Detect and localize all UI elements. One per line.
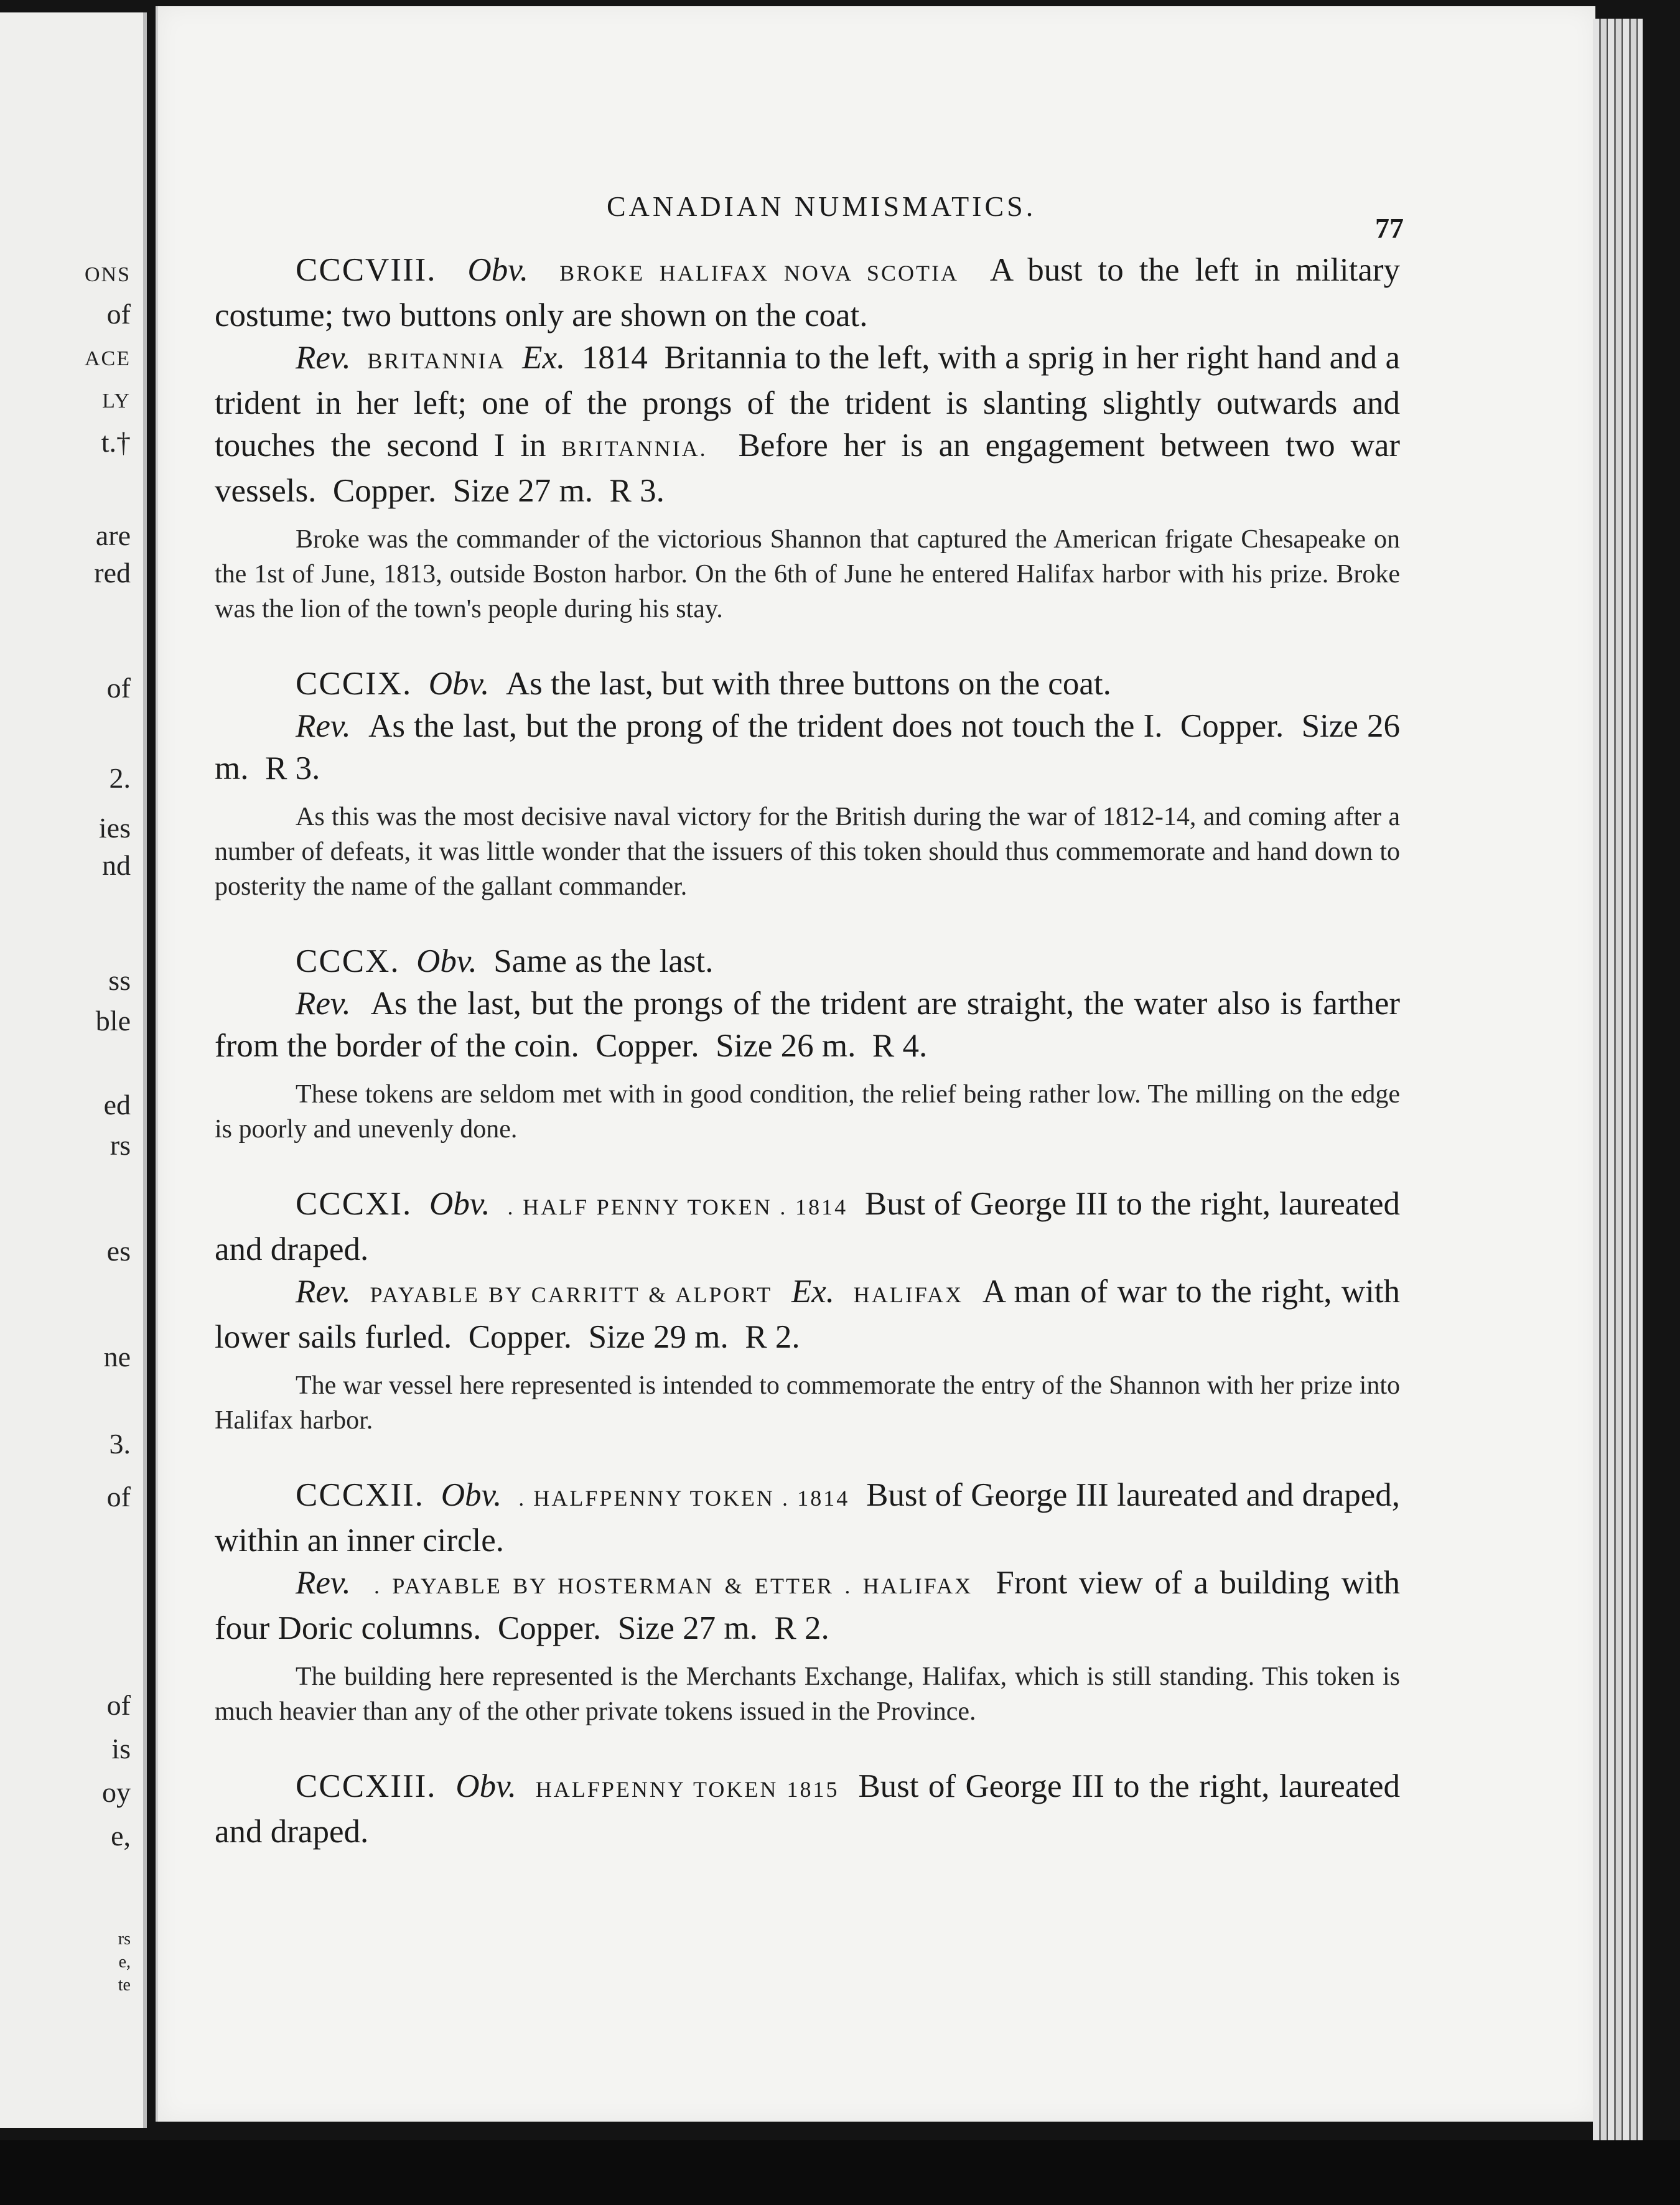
reverse-legend: . PAYABLE BY HOSTERMAN & ETTER . HALIFAX xyxy=(374,1573,973,1598)
entry-id: CCCIX. xyxy=(296,666,413,702)
size: Size 27 m. xyxy=(452,473,593,509)
reverse-label: Rev. xyxy=(296,1565,351,1601)
entry-cccxi xyxy=(215,1183,1400,1438)
obverse-label: Obv. xyxy=(428,666,490,702)
reverse-label: Rev. xyxy=(296,1274,351,1310)
metal: Copper. xyxy=(1180,708,1284,744)
metal: Copper. xyxy=(497,1610,602,1646)
entry-id: CCCXIII. xyxy=(296,1768,437,1804)
obverse-description: Bust of George III to the right, laureated and draped. xyxy=(215,1768,1401,1850)
entry-cccxiii xyxy=(215,1765,1400,1853)
entry-cccviii xyxy=(215,249,1400,627)
note-text: Broke was the commander of the victorious Shannon that captured the American frigate Chesapeake on the 1st of June, 1813, outside Boston harbor. On the 6th of June he entered Halifax harbor with his prize. Broke was the lion of the town's people during his stay. xyxy=(215,525,1400,623)
entry-note xyxy=(215,522,1400,627)
obverse-label: Obv. xyxy=(441,1477,502,1513)
obverse-description: Bust of George III laureated and draped, within an inner circle. xyxy=(215,1477,1401,1559)
margin-fragment: of xyxy=(106,298,131,330)
entry-id: CCCVIII. xyxy=(296,252,437,288)
margin-fragment: rs xyxy=(110,1129,131,1161)
entry-cccix xyxy=(215,663,1400,904)
margin-fragment: ed xyxy=(103,1089,131,1121)
entry-id: CCCXI. xyxy=(296,1186,413,1222)
reverse-description: As the last, but the prongs of the trident are straight, the water also is farther from the border of the coin. xyxy=(215,986,1401,1064)
margin-fragment: ies xyxy=(98,812,131,844)
exergue-legend: 1814 xyxy=(581,340,648,376)
margin-fragment: LY xyxy=(102,389,131,413)
margin-fragment: of xyxy=(106,1481,131,1513)
rarity: R 2. xyxy=(745,1319,800,1355)
entry-body xyxy=(215,1474,1400,1649)
rarity: R 3. xyxy=(264,750,320,786)
reverse-label: Rev. xyxy=(296,708,351,744)
margin-fragment: 3. xyxy=(109,1428,131,1460)
margin-fragment: ss xyxy=(108,964,131,996)
margin-fragment: es xyxy=(106,1235,131,1267)
note-text: The war vessel here represented is intended to commemorate the entry of the Shannon with her prize into Halifax harbor. xyxy=(215,1371,1400,1435)
reverse-label: Rev. xyxy=(296,340,351,376)
note-text: The building here represented is the Merchants Exchange, Halifax, which is still standing. This token is much heavier than any of the other private tokens issued in the Province. xyxy=(215,1662,1400,1726)
scan-bottom-edge xyxy=(0,2140,1680,2205)
obverse-description: As the last, but with three buttons on the coat. xyxy=(505,666,1111,702)
entry-note xyxy=(215,1659,1400,1729)
size: Size 26 m. xyxy=(716,1028,856,1064)
metal: Copper. xyxy=(595,1028,699,1064)
margin-fragment: ACE xyxy=(85,347,131,370)
rarity: R 2. xyxy=(774,1610,829,1646)
obverse-label: Obv. xyxy=(429,1186,490,1222)
entry-body xyxy=(215,663,1400,790)
margin-fragment: te xyxy=(118,1975,131,1995)
reverse-description: Front view of a building with four Doric columns. xyxy=(215,1565,1401,1646)
margin-fragment: 2. xyxy=(109,762,131,794)
exergue-label: Ex. xyxy=(791,1274,835,1310)
reverse-legend: PAYABLE BY CARRITT & ALPORT xyxy=(370,1282,773,1307)
rarity: R 3. xyxy=(609,473,665,509)
obverse-legend: . HALFPENNY TOKEN . 1814 xyxy=(518,1486,850,1511)
entry-body xyxy=(215,249,1400,512)
entry-body xyxy=(215,940,1400,1067)
entry-note xyxy=(215,1077,1400,1147)
obverse-description: Bust of George III to the right, laureated and draped. xyxy=(215,1186,1401,1267)
entry-id: CCCX. xyxy=(296,943,400,979)
exergue-label: Ex. xyxy=(522,340,566,376)
margin-fragment: red xyxy=(94,557,131,589)
left-facing-page xyxy=(0,12,147,2128)
note-text: These tokens are seldom met with in good condition, the relief being rather low. The milling on the edge is poorly and unevenly done. xyxy=(215,1080,1400,1144)
entry-note xyxy=(215,799,1400,904)
page-edges xyxy=(1593,19,1643,2153)
note-text: As this was the most decisive naval victory for the British during the war of 1812-14, and coming after a number of defeats, it was little wonder that the issuers of this token should thus commemorate and hand down to posterity the name of the gallant commander. xyxy=(215,803,1400,901)
reverse-description-continued: Before her is an engagement between two war vessels. xyxy=(215,427,1401,509)
obverse-legend: BROKE HALIFAX NOVA SCOTIA xyxy=(559,261,959,286)
margin-fragment: nd xyxy=(102,849,131,881)
reverse-description-legend: BRITANNIA. xyxy=(561,436,707,461)
reverse-description: As the last, but the prong of the trident does not touch the I. xyxy=(368,708,1163,744)
obverse-legend: HALFPENNY TOKEN 1815 xyxy=(535,1777,839,1802)
running-header: CANADIAN NUMISMATICS. xyxy=(607,190,1037,222)
reverse-label: Rev. xyxy=(296,986,351,1022)
entry-cccx xyxy=(215,940,1400,1147)
page-content xyxy=(215,249,1400,1853)
margin-fragment: ne xyxy=(103,1341,131,1373)
entry-body xyxy=(215,1765,1400,1853)
obverse-description: Same as the last. xyxy=(493,943,714,979)
rarity: R 4. xyxy=(872,1028,928,1064)
entry-id: CCCXII. xyxy=(296,1477,424,1513)
margin-fragment: t.† xyxy=(101,426,131,458)
obverse-label: Obv. xyxy=(467,252,529,288)
metal: Copper. xyxy=(468,1319,572,1355)
margin-fragment: are xyxy=(95,520,131,551)
obverse-description: A bust to the left in military costume; two buttons only are shown on the coat. xyxy=(215,252,1401,333)
entry-note xyxy=(215,1368,1400,1438)
exergue-legend: HALIFAX xyxy=(853,1282,964,1307)
entry-cccxii xyxy=(215,1474,1400,1729)
reverse-description: Britannia to the left, with a sprig in her right hand and a trident in her left; one of the prongs of the trident is slanting slightly outwards and touches the second I in xyxy=(215,340,1400,464)
margin-fragment: ble xyxy=(95,1005,131,1037)
metal: Copper. xyxy=(332,473,437,509)
page-number: 77 xyxy=(1375,212,1404,244)
reverse-legend: BRITANNIA xyxy=(367,348,506,373)
obverse-label: Obv. xyxy=(455,1768,516,1804)
margin-fragment: e, xyxy=(111,1820,131,1852)
margin-fragment: is xyxy=(111,1733,131,1764)
margin-fragment: ONS xyxy=(84,263,131,286)
entry-body xyxy=(215,1183,1400,1358)
margin-fragment: of xyxy=(106,1689,131,1721)
reverse-description: A man of war to the right, with lower sails furled. xyxy=(215,1274,1401,1355)
size: Size 27 m. xyxy=(617,1610,758,1646)
size: Size 29 m. xyxy=(588,1319,729,1355)
margin-fragment: oy xyxy=(102,1776,131,1808)
margin-fragment: of xyxy=(106,672,131,704)
size: Size 26 m. xyxy=(215,708,1401,786)
margin-fragment: rs xyxy=(118,1929,131,1949)
obverse-label: Obv. xyxy=(416,943,477,979)
obverse-legend: . HALF PENNY TOKEN . 1814 xyxy=(507,1195,848,1219)
margin-fragment: e, xyxy=(118,1952,131,1972)
